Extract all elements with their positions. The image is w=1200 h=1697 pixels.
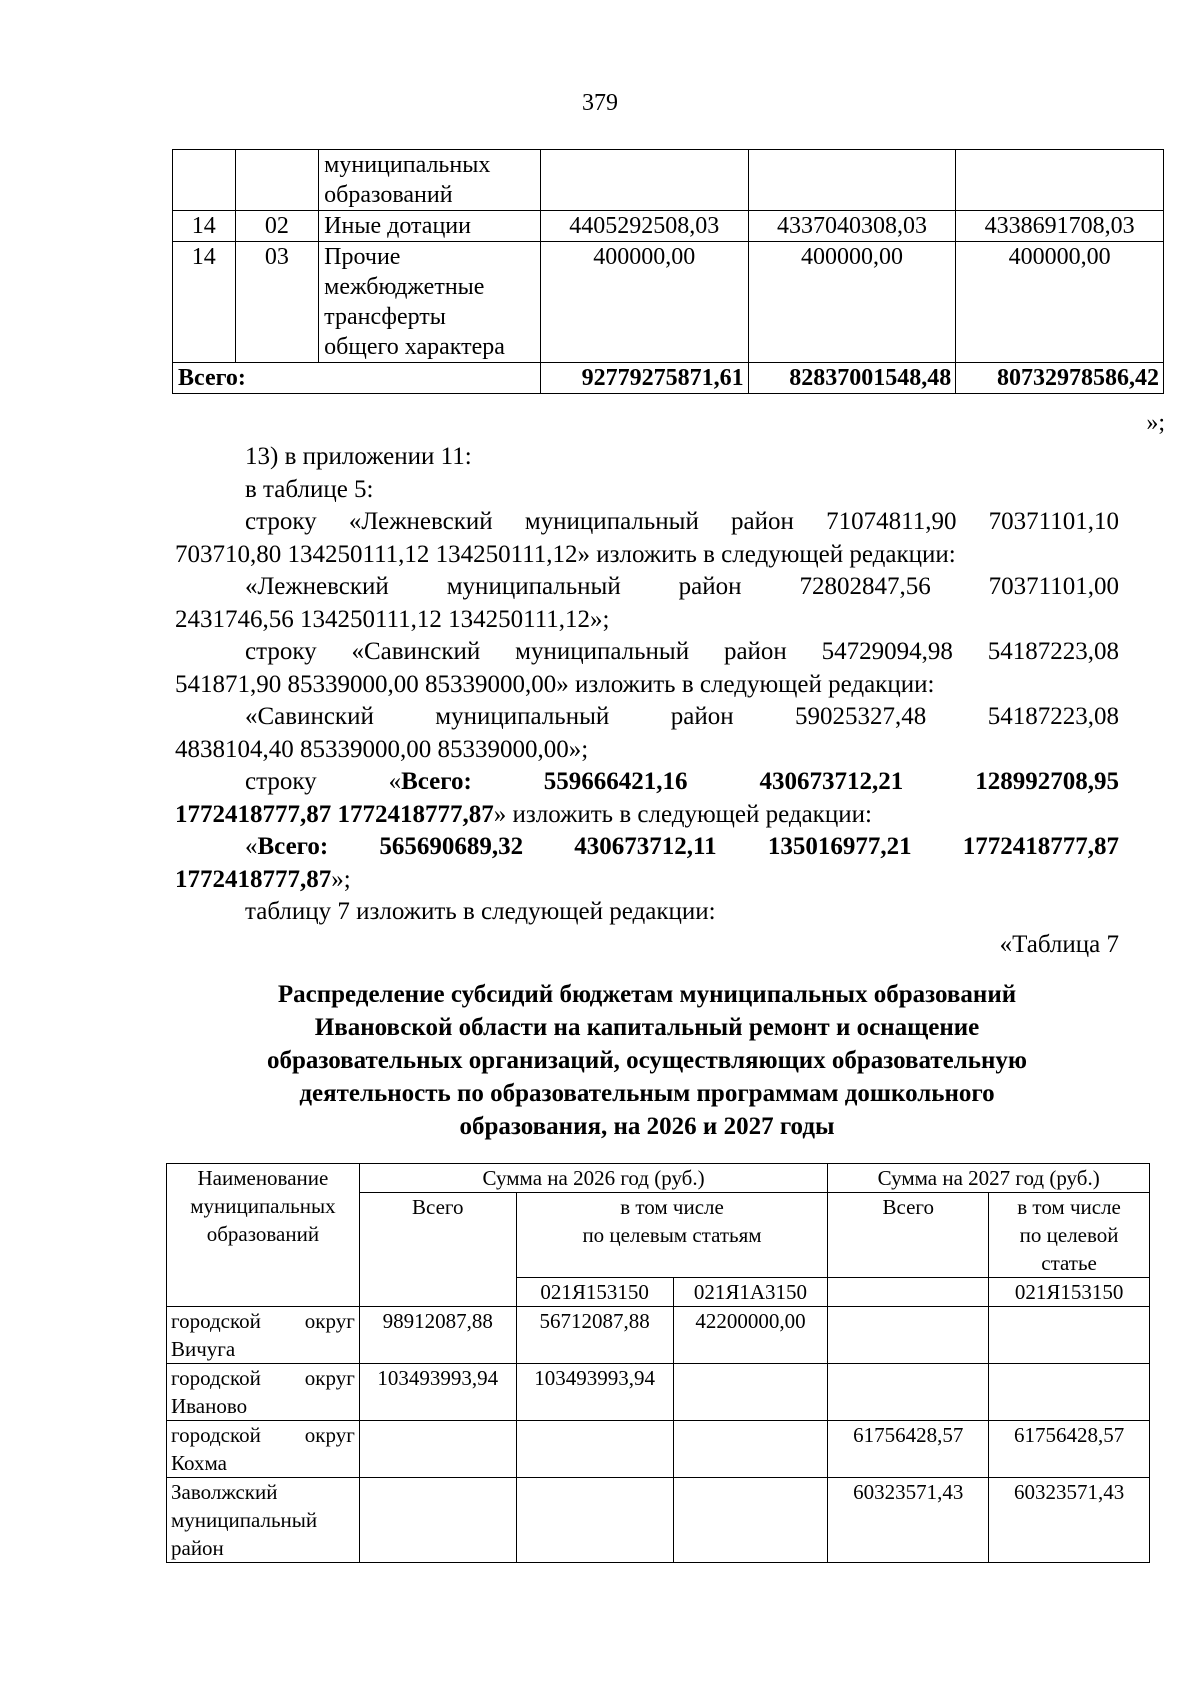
total-2026: [359, 1478, 516, 1563]
subsection-code: 03: [235, 242, 319, 363]
paragraph-line: [175, 766, 1119, 799]
paragraph: в таблице 5:: [245, 475, 374, 503]
value-code3: [989, 1307, 1150, 1364]
header-code: 021Я153150: [516, 1278, 673, 1307]
table-row: [167, 1421, 1150, 1478]
section-code: [173, 150, 236, 211]
table-row: [173, 211, 1164, 242]
subsidy-table: [166, 1163, 1150, 1563]
total-2026: [359, 1421, 516, 1478]
section-code: 14: [173, 211, 236, 242]
value-code3: 60323571,43: [989, 1478, 1150, 1563]
header-sum-2026: Сумма на 2026 год (руб.): [359, 1164, 828, 1193]
header-line: Наименование: [197, 1166, 329, 1190]
table-row: [167, 1364, 1150, 1421]
table-caption: «Таблица 7: [999, 930, 1119, 958]
total-2027: 60323571,43: [828, 1478, 989, 1563]
total-2026: 103493993,94: [359, 1364, 516, 1421]
subsection-code: 02: [235, 211, 319, 242]
paragraph-line: 4838104,40 85339000,00 85339000,00»;: [175, 735, 589, 763]
bold-fragment: Всего: 565690689,32 430673712,11 135016977,21 1772418777,87: [257, 833, 1119, 860]
value-cell: [540, 150, 748, 211]
row-name: [319, 211, 541, 242]
value-code2: [673, 1478, 828, 1563]
header-code: 021Я153150: [989, 1278, 1150, 1307]
header-total-2027: Всего: [828, 1193, 989, 1278]
paragraph: 13) в приложении 11:: [245, 443, 472, 470]
table-header-row: [167, 1164, 1150, 1193]
value-code2: [673, 1364, 828, 1421]
row-name: [319, 242, 541, 363]
municipality-name: городской округ Вичуга: [167, 1307, 360, 1364]
header-code: 021Я1А3150: [673, 1278, 828, 1307]
total-value: 92779275871,61: [540, 363, 748, 394]
text-fragment: »;: [331, 865, 351, 893]
text-fragment: «: [245, 833, 258, 860]
municipality-name: городской округ Кохма: [167, 1421, 360, 1478]
total-label: Всего:: [173, 363, 541, 394]
header-line: муниципальных: [190, 1194, 336, 1218]
paragraph-line: 541871,90 85339000,00 85339000,00» изложить в следующей редакции:: [175, 670, 935, 698]
row-name-line: межбюджетные: [324, 274, 485, 300]
amendment-text: [175, 441, 1119, 961]
paragraph-line: 2431746,56 134250111,12 134250111,12»;: [175, 605, 610, 633]
value-code3: [989, 1364, 1150, 1421]
title-line: деятельность по образовательным программам дошкольного: [299, 1080, 995, 1107]
value-cell: 400000,00: [540, 242, 748, 363]
budget-table-top: [172, 149, 1164, 394]
text-fragment: » изложить в следующей редакции:: [493, 800, 872, 828]
total-2027: [828, 1307, 989, 1364]
closing-quote: »;: [1146, 410, 1165, 436]
table-row: [173, 242, 1164, 363]
value-cell: [956, 150, 1164, 211]
page-number: 379: [582, 90, 618, 116]
total-2027: [828, 1364, 989, 1421]
municipality-name: городской округ Иваново: [167, 1364, 360, 1421]
value-code1: 103493993,94: [516, 1364, 673, 1421]
total-row: [173, 363, 1164, 394]
header-name-col: [167, 1164, 360, 1307]
header-incl-2027: [989, 1193, 1150, 1278]
text-fragment: строку «: [245, 768, 402, 795]
paragraph-line: «Лежневский муниципальный район 72802847,56 70371101,00: [245, 573, 1119, 600]
header-incl-2026: [516, 1193, 828, 1278]
value-cell: 4405292508,03: [540, 211, 748, 242]
value-cell: 400000,00: [956, 242, 1164, 363]
total-value: 80732978586,42: [956, 363, 1164, 394]
table-row: [167, 1478, 1150, 1563]
row-name-line: образований: [324, 182, 453, 208]
value-code1: 56712087,88: [516, 1307, 673, 1364]
row-name: [319, 150, 541, 211]
paragraph-line: [175, 831, 1119, 864]
row-name-line: Прочие: [324, 244, 401, 270]
value-code1: [516, 1421, 673, 1478]
value-code1: [516, 1478, 673, 1563]
value-cell: 4338691708,03: [956, 211, 1164, 242]
value-cell: 400000,00: [748, 242, 956, 363]
total-2027: 61756428,57: [828, 1421, 989, 1478]
paragraph-line: 703710,80 134250111,12 134250111,12» изложить в следующей редакции:: [175, 540, 956, 568]
title-line: образования, на 2026 и 2027 годы: [459, 1113, 835, 1140]
section-code: 14: [173, 242, 236, 363]
paragraph-line: [175, 799, 1119, 832]
header-line: по целевой: [1019, 1223, 1119, 1247]
title-line: Распределение субсидий бюджетам муниципальных образований: [277, 981, 1017, 1008]
total-value: 82837001548,48: [748, 363, 956, 394]
header-total-2026: Всего: [359, 1193, 516, 1307]
header-sum-2027: Сумма на 2027 год (руб.): [828, 1164, 1150, 1193]
bold-fragment: 1772418777,87: [175, 865, 332, 893]
value-code2: [673, 1421, 828, 1478]
paragraph: таблицу 7 изложить в следующей редакции:: [245, 898, 716, 925]
bold-fragment: Всего: 559666421,16 430673712,21 128992708,95: [401, 768, 1119, 795]
paragraph-line: строку «Лежневский муниципальный район 71074811,90 70371101,10: [245, 508, 1119, 535]
table-row: [173, 150, 1164, 211]
row-name-line: трансферты: [324, 304, 446, 330]
paragraph-line: «Савинский муниципальный район 59025327,48 54187223,08: [245, 703, 1119, 730]
header-line: образований: [206, 1222, 320, 1246]
row-name-line: муниципальных: [324, 152, 491, 178]
header-line: в том числе: [1017, 1195, 1121, 1219]
paragraph-line: строку «Савинский муниципальный район 54729094,98 54187223,08: [245, 638, 1119, 665]
value-cell: 4337040308,03: [748, 211, 956, 242]
total-2026: 98912087,88: [359, 1307, 516, 1364]
value-code3: 61756428,57: [989, 1421, 1150, 1478]
title-line: образовательных организаций, осуществляющих образовательную: [266, 1047, 1028, 1074]
header-line: статье: [1041, 1251, 1097, 1275]
header-empty: [828, 1278, 989, 1307]
subsection-code: [235, 150, 319, 211]
header-line: в том числе: [620, 1195, 724, 1219]
title-line: Ивановской области на капитальный ремонт и оснащение: [314, 1014, 980, 1041]
bold-fragment: 1772418777,87 1772418777,87: [175, 800, 494, 828]
value-code2: 42200000,00: [673, 1307, 828, 1364]
header-line: по целевым статьям: [582, 1223, 762, 1247]
municipality-name: Заволжский муниципальный район: [167, 1478, 360, 1563]
paragraph-line: [175, 864, 1119, 897]
section-title: [175, 978, 1119, 1143]
row-name-line: общего характера: [324, 334, 505, 360]
table-row: [167, 1307, 1150, 1364]
value-cell: [748, 150, 956, 211]
row-name-line: Иные дотации: [324, 213, 471, 239]
